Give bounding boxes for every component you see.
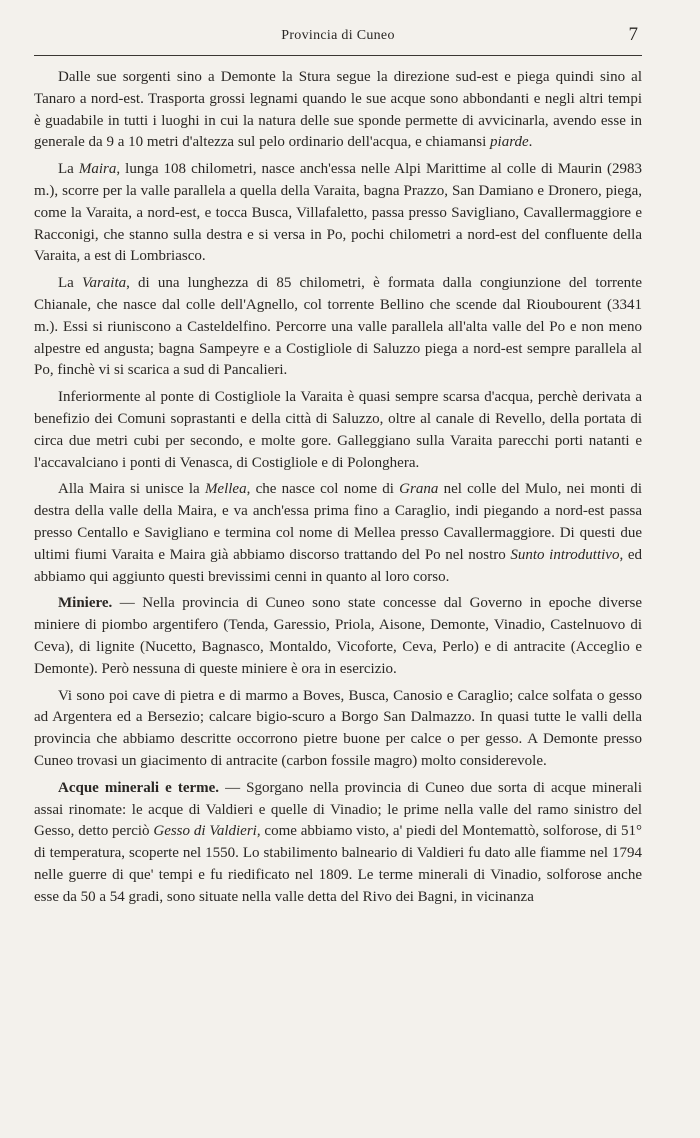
section-heading-acque: Acque minerali e terme.	[58, 779, 220, 796]
paragraph-stura: Dalle sue sorgenti sino a Demonte la Stura segue la direzione sud-est e piega quindi sino al Tanaro a nord-est. Trasporta grossi legnami quando le sue acque sono abbondanti e negli altri tempi è guadabile in tutti i luoghi in cui la natura delle sue sponde permette di avvicinarla, avendo esse in generale da 9 a 10 metri d'altezza sul pelo ordinario dell'acqua, e chiamansi piarde.	[34, 69, 642, 151]
section-heading-miniere: Miniere.	[58, 595, 113, 612]
paragraph-varaita: La Varaita, di una lunghezza di 85 chilometri, è formata dalla congiunzione del torrente Chianale, che nasce dal colle dell'Agnello, col torrente Bellino che scende dal Rioubourent (3341 m.). Essi si riuniscono a Casteldelfino. Percorre una valle parallela all'alta valle del Po e non meno alpestre ed angusta; bagna Sampeyre e a Costigliole di Saluzzo piega a nord-est sempre parallela al Po, finchè vi si scarica a sud di Pancalieri.	[34, 275, 642, 379]
river-name-varaita: Varaita	[81, 275, 127, 292]
running-title: Provincia di Cuneo	[281, 28, 395, 43]
body-text	[34, 67, 642, 908]
paragraph-varaita-lower: Inferiormente al ponte di Costigliole la Varaita è quasi sempre scarsa d'acqua, perchè derivata a benefizio dei Comuni soprastanti e della città di Saluzzo, oltre al canale di Revello, della portata di circa due metri cubi per secondo, e molte gore. Galleggiano sulla Varaita parecchi porti natanti e l'accavalciano i ponti di Venasca, di Costigliole e di Polonghera.	[34, 389, 642, 471]
header-rule	[34, 55, 642, 56]
paragraph-cave: Vi sono poi cave di pietra e di marmo a Boves, Busca, Canosio e Caraglio; calce solfata o gesso ad Argentera ed a Bersezio; calcare bigio-scuro a Borgo San Dalmazzo. In quasi tutte le valli della provincia che abbiamo descritte occorrono pietre buone per calce o per gesso. A Demonte presso Cuneo trovasi un giacimento di antracite (carbon fossile magro) molto considerevole.	[34, 687, 642, 769]
river-name-gesso: Gesso di Valdieri	[153, 823, 257, 840]
paragraph-acque: Acque minerali e terme. — Sgorgano nella provincia di Cuneo due sorta di acque minerali assai rinomate: le acque di Valdieri e quelle di Vinadio; le prime nella valle del ramo sinistro del Gesso, detto perciò Gesso di Valdieri, come abbiamo visto, a' piedi del Montemattò, solforose, di 51° di temperatura, scoperte nel 1550. Lo stabilimento balneario di Valdieri fu dato alle fiamme nel 1794 nelle guerre di que' tempi e fu riedificato nel 1809. Le terme minerali di Vinadio, solforose anche esse da 50 a 54 gradi, sono situate nella valle detta del Rivo dei Bagni, in vicinanza	[34, 779, 643, 905]
river-name-grana: Grana	[399, 481, 439, 498]
paragraph-miniere: Miniere. — Nella provincia di Cuneo sono state concesse dal Governo in epoche diverse miniere di piombo argentifero (Tenda, Garessio, Priola, Aisone, Demonte, Vinadio, Castelnuovo di Ceva), di lignite (Nucetto, Bagnasco, Montaldo, Vicoforte, Ceva, Perlo) e di antracite (Acceglio e Demonte). Però nessuna di queste miniere è ora in esercizio.	[34, 595, 642, 677]
page-number: 7	[628, 24, 638, 45]
book-reference: Sunto introduttivo	[510, 546, 620, 563]
river-name-maira: Maira	[78, 161, 117, 178]
paragraph-mellea: Alla Maira si unisce la Mellea, che nasce col nome di Grana nel colle del Mulo, nei monti di destra della valle della Maira, e va anch'essa prima fino a Caraglio, indi piegando a nord-est passa presso Centallo e Savigliano e termina col nome di Mellea presso Cavallermaggiore. Di questi due ultimi fiumi Varaita e Maira già abbiamo discorso trattando del Po nel nostro Sunto introduttivo, ed abbiamo qui aggiunto questi brevissimi cenni in quanto al loro corso.	[34, 481, 642, 585]
page-header	[34, 26, 642, 50]
term-piarde: piarde	[490, 134, 529, 151]
paragraph-maira: La Maira, lunga 108 chilometri, nasce anch'essa nelle Alpi Marittime al colle di Maurin (2983 m.), scorre per la valle parallela a quella della Varaita, bagna Prazzo, San Damiano e Dronero, piega, come la Varaita, a nord-est, e tocca Busca, Villafaletto, passa presso Savigliano, Cavallermaggiore e Racconigi, che stanno sulla destra e si versa in Po, pochi chilometri a nord-est del confluente della Varaita, a est di Lombriasco.	[34, 161, 642, 265]
river-name-mellea: Mellea	[204, 481, 247, 498]
